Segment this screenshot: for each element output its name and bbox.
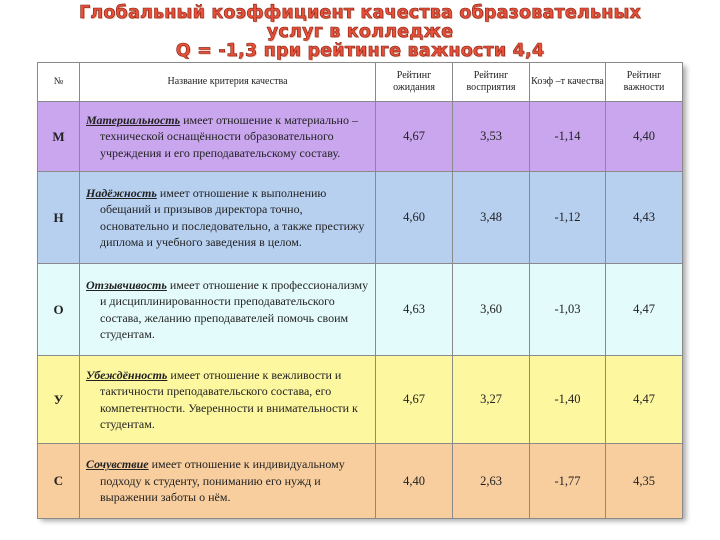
criterion-text: имеет отношение к профессионализму и дисциплинированности преподавательского состава, желанию преподавателей помочь своим студентам.: [100, 277, 369, 341]
quality-table-frame: [37, 62, 682, 517]
row-expectation: 4,63: [376, 264, 453, 356]
table-header-row: [38, 63, 683, 102]
criterion-term: Убеждённость: [86, 367, 168, 382]
title-line-2: услуг в колледже: [266, 22, 454, 42]
row-coefficient: -1,12: [530, 172, 606, 264]
row-coefficient: -1,40: [530, 356, 606, 444]
criterion-term: Сочувствие: [86, 457, 149, 472]
criterion-text: имеет отношение к индивидуальному подходу к студенту, пониманию его нужд и выражении заботы о нём.: [100, 457, 345, 505]
row-expectation: 4,60: [376, 172, 453, 264]
row-description: [80, 264, 376, 356]
header-expectation: Рейтинг ожидания: [376, 63, 453, 102]
header-importance: Рейтинг важности: [606, 63, 683, 102]
criterion-text: имеет отношение к выполнению обещаний и призывов директора точно, основательно и последовательно, а также престижу диплома и учебного заведения в целом.: [100, 185, 365, 249]
row-description: [80, 356, 376, 444]
table-row: [38, 102, 683, 172]
table-row: [38, 444, 683, 519]
criterion-text: имеет отношение к вежливости и тактичности преподавательского состава, его компетентности. Уверенности и внимательности к студентам.: [100, 367, 358, 431]
header-criterion: Название критерия качества: [80, 63, 376, 102]
row-code: С: [38, 444, 80, 519]
criterion-term: Отзывчивость: [86, 277, 167, 292]
row-description: [80, 102, 376, 172]
row-perception: 2,63: [453, 444, 530, 519]
row-perception: 3,48: [453, 172, 530, 264]
row-expectation: 4,67: [376, 102, 453, 172]
row-code: О: [38, 264, 80, 356]
quality-criteria-table: [37, 62, 683, 519]
row-importance: 4,40: [606, 102, 683, 172]
row-importance: 4,35: [606, 444, 683, 519]
row-coefficient: -1,14: [530, 102, 606, 172]
row-expectation: 4,40: [376, 444, 453, 519]
criterion-text: имеет отношение к материально – технической оснащённости образовательного учреждения и его преподавательскому составу.: [100, 112, 358, 160]
header-perception: Рейтинг восприятия: [453, 63, 530, 102]
title-line-1: Глобальный коэффициент качества образовательных: [78, 3, 642, 23]
row-code: Н: [38, 172, 80, 264]
slide-title: [0, 4, 720, 61]
row-perception: 3,27: [453, 356, 530, 444]
row-code: У: [38, 356, 80, 444]
table-row: [38, 264, 683, 356]
row-importance: 4,47: [606, 356, 683, 444]
row-perception: 3,60: [453, 264, 530, 356]
row-code: М: [38, 102, 80, 172]
row-coefficient: -1,77: [530, 444, 606, 519]
table-row: [38, 172, 683, 264]
title-line-3: Q = -1,3 при рейтинге важности 4,4: [175, 41, 545, 61]
table-row: [38, 356, 683, 444]
header-number: №: [38, 63, 80, 102]
row-importance: 4,47: [606, 264, 683, 356]
row-coefficient: -1,03: [530, 264, 606, 356]
header-coefficient: Коэф –т качества: [530, 63, 606, 102]
row-importance: 4,43: [606, 172, 683, 264]
criterion-term: Надёжность: [86, 185, 157, 200]
row-description: [80, 444, 376, 519]
row-perception: 3,53: [453, 102, 530, 172]
row-expectation: 4,67: [376, 356, 453, 444]
criterion-term: Материальность: [86, 112, 181, 127]
row-description: [80, 172, 376, 264]
